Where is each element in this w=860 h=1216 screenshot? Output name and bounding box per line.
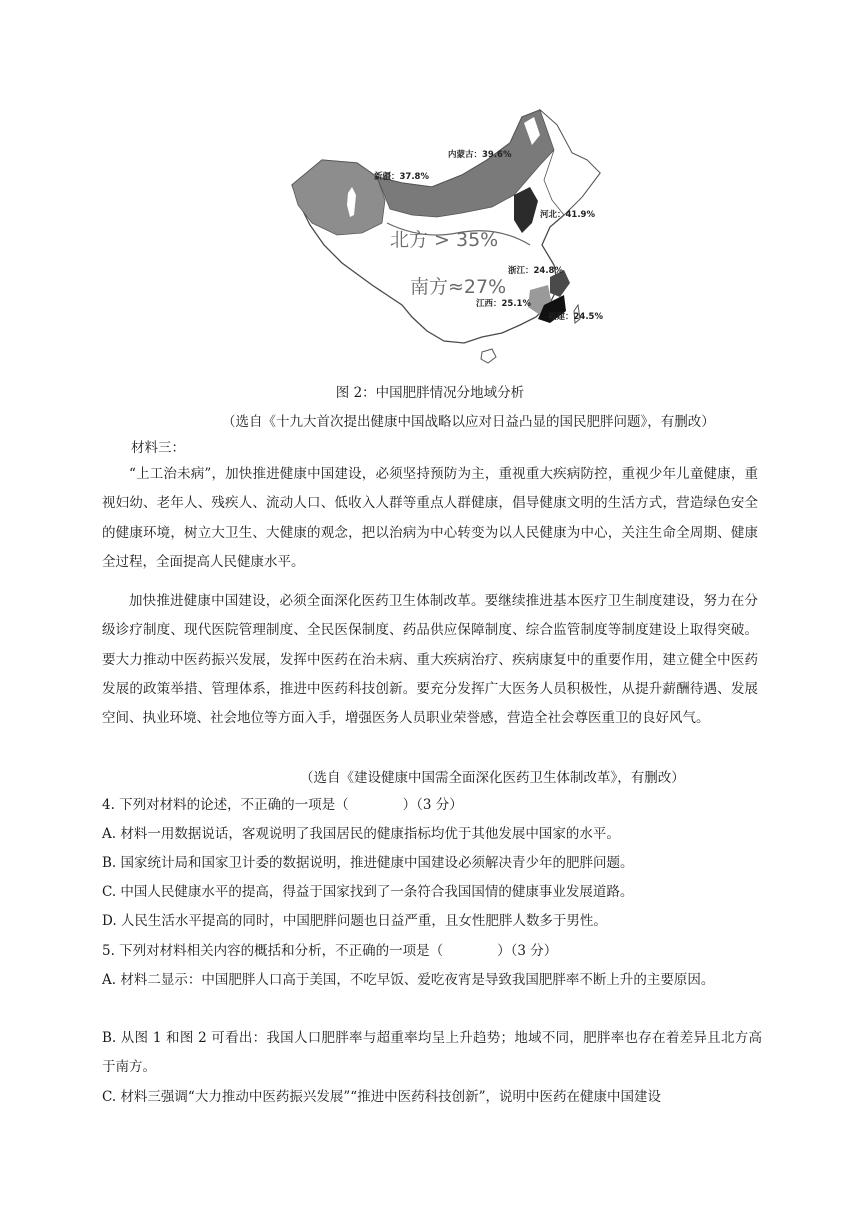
q4-option-d: D. 人民生活水平提高的同时，中国肥胖问题也日益严重，且女性肥胖人数多于男性。 (102, 913, 607, 929)
label-fujian: 福建：24.5% (548, 312, 603, 322)
q5-stem: 5. 下列对材料相关内容的概括和分析，不正确的一项是（ ）（3 分） (102, 943, 558, 959)
label-north: 北方 > 35% (390, 229, 499, 251)
china-obesity-map (282, 105, 612, 367)
china-map-svg (282, 105, 612, 367)
material3-paragraph-1: “上工治未病”，加快推进健康中国建设，必须坚持预防为主，重视重大疾病防控，重视少年儿童健康，重视妇幼、老年人、残疾人、流动人口、低收入人群等重点人群健康，倡导健康文明的生活方式，营造绿色安全的健康环境，树立大卫生、大健康的观念，把以治病为中心转变为以人民健康为中心，关注生命全周期、健康全过程，全面提高人民健康水平。 (102, 466, 758, 570)
figure-caption: 图 2：中国肥胖情况分地域分析 (335, 385, 525, 401)
hainan-island (481, 349, 496, 363)
q5-option-b: B. 从图 1 和图 2 可看出：我国人口肥胖率与超重率均呈上升趋势；地域不同，肥胖率也存在着差异且北方高于南方。 (102, 1030, 762, 1076)
label-xinjiang: 新疆：37.8% (374, 172, 429, 182)
label-neimenggu: 内蒙古：39.6% (448, 150, 512, 160)
material3-source: （选自《建设健康中国需全面深化医药卫生体制改革》，有删改） (300, 770, 685, 786)
q4-option-c: C. 中国人民健康水平的提高，得益于国家找到了一条符合我国国情的健康事业发展道路。 (102, 884, 634, 900)
q4-option-a: A. 材料一用数据说话，客观说明了我国居民的健康指标均优于其他发展中国家的水平。 (102, 826, 620, 842)
q5-option-c: C. 材料三强调“大力推动中医药振兴发展”“推进中医药科技创新”，说明中医药在健康中国建设 (102, 1089, 662, 1105)
label-south: 南方≈27% (410, 276, 507, 298)
q4-stem: 4. 下列对材料的论述，不正确的一项是（ ）（3 分） (102, 797, 463, 813)
q5-option-a: A. 材料二显示：中国肥胖人口高于美国，不吃早饭、爱吃夜宵是导致我国肥胖率不断上升的主要原因。 (102, 972, 715, 988)
material3-heading: 材料三： (131, 440, 185, 456)
label-hebei: 河北：41.9% (540, 210, 595, 220)
q4-option-b: B. 国家统计局和国家卫计委的数据说明，推进健康中国建设必须解决青少年的肥胖问题。 (102, 855, 634, 871)
label-jiangxi: 江西：25.1% (476, 299, 531, 309)
label-zhejiang: 浙江：24.8% (508, 266, 563, 276)
figure-source: （选自《十九大首次提出健康中国战略以应对日益凸显的国民肥胖问题》，有删改） (222, 414, 715, 430)
material3-paragraph-2: 加快推进健康中国建设，必须全面深化医药卫生体制改革。要继续推进基本医疗卫生制度建设，努力在分级诊疗制度、现代医院管理制度、全民医保制度、药品供应保障制度、综合监管制度等制度建设上取得突破。要大力推动中医药振兴发展，发挥中医药在治未病、重大疾病治疗、疾病康复中的重要作用，建立健全中医药发展的政策举措、管理体系，推进中医药科技创新。要充分发挥广大医务人员积极性，从提升薪酬待遇、发展空间、执业环境、社会地位等方面入手，增强医务人员职业荣誉感，营造全社会尊医重卫的良好风气。 (102, 593, 758, 727)
region-xinjiang (292, 160, 385, 235)
